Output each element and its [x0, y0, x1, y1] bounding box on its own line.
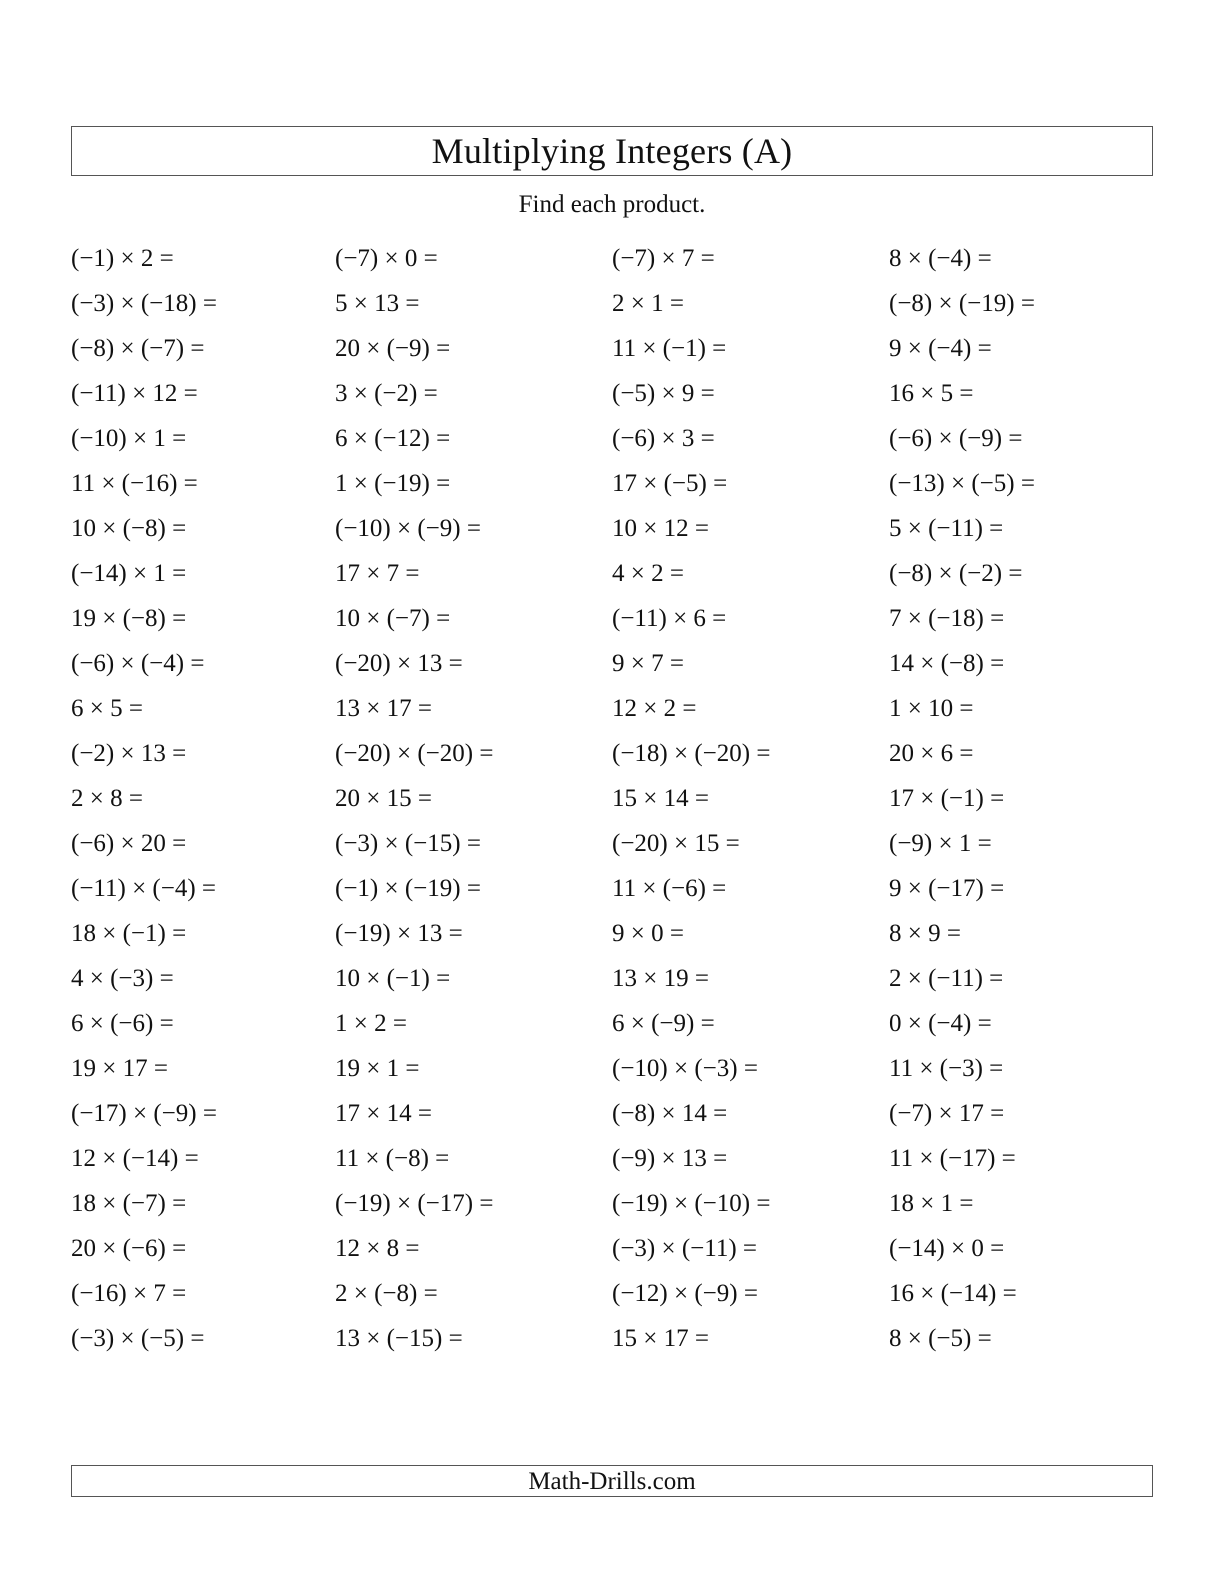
problem-item: (−16) × 7 = [71, 1280, 187, 1307]
problem-item: (−9) × 1 = [889, 830, 992, 857]
problem-item: 9 × 0 = [612, 920, 684, 947]
problem-item: (−19) × (−10) = [612, 1190, 771, 1217]
problem-item: 16 × (−14) = [889, 1280, 1017, 1307]
problem-item: (−7) × 17 = [889, 1100, 1005, 1127]
problem-item: 17 × (−5) = [612, 470, 728, 497]
problem-item: 2 × (−11) = [889, 965, 1004, 992]
problem-item: 19 × 1 = [335, 1055, 420, 1082]
problem-item: (−7) × 0 = [335, 245, 438, 272]
problem-item: (−6) × (−4) = [71, 650, 205, 677]
problem-item: 8 × 9 = [889, 920, 961, 947]
problem-item: (−9) × 13 = [612, 1145, 728, 1172]
problem-item: (−8) × (−19) = [889, 290, 1035, 317]
problem-item: 2 × (−8) = [335, 1280, 438, 1307]
problem-item: (−8) × (−2) = [889, 560, 1023, 587]
problem-item: (−13) × (−5) = [889, 470, 1035, 497]
problem-item: 4 × 2 = [612, 560, 684, 587]
problem-item: (−19) × (−17) = [335, 1190, 494, 1217]
instructions: Find each product. [518, 191, 706, 218]
problem-item: 5 × 13 = [335, 290, 420, 317]
problem-item: (−10) × (−9) = [335, 515, 481, 542]
problem-item: (−8) × 14 = [612, 1100, 728, 1127]
problem-item: 8 × (−4) = [889, 245, 992, 272]
problem-item: (−3) × (−11) = [612, 1235, 758, 1262]
problem-item: (−20) × 15 = [612, 830, 740, 857]
problem-item: 6 × 5 = [71, 695, 143, 722]
problem-item: 19 × (−8) = [71, 605, 187, 632]
problem-item: 4 × (−3) = [71, 965, 174, 992]
problem-item: 18 × (−7) = [71, 1190, 187, 1217]
problem-item: (−6) × 20 = [71, 830, 187, 857]
problem-item: 20 × 15 = [335, 785, 432, 812]
problem-item: 16 × 5 = [889, 380, 974, 407]
problem-item: (−3) × (−15) = [335, 830, 481, 857]
problem-item: 1 × 2 = [335, 1010, 407, 1037]
problem-item: (−1) × 2 = [71, 245, 174, 272]
problem-item: (−3) × (−5) = [71, 1325, 205, 1352]
problem-item: (−17) × (−9) = [71, 1100, 217, 1127]
problem-item: (−20) × 13 = [335, 650, 463, 677]
problem-item: (−6) × (−9) = [889, 425, 1023, 452]
problem-item: 6 × (−9) = [612, 1010, 715, 1037]
problem-item: 20 × 6 = [889, 740, 974, 767]
problem-item: 12 × 2 = [612, 695, 697, 722]
title-box [71, 126, 1153, 176]
problem-item: 15 × 14 = [612, 785, 709, 812]
problem-item: 13 × 17 = [335, 695, 432, 722]
problem-item: 18 × (−1) = [71, 920, 187, 947]
problem-item: 10 × (−7) = [335, 605, 451, 632]
problem-item: 11 × (−17) = [889, 1145, 1016, 1172]
problem-item: (−2) × 13 = [71, 740, 187, 767]
problem-item: (−11) × 12 = [71, 380, 198, 407]
problem-item: (−8) × (−7) = [71, 335, 205, 362]
problem-item: (−11) × (−4) = [71, 875, 217, 902]
problem-item: 11 × (−16) = [71, 470, 198, 497]
problem-item: 9 × (−17) = [889, 875, 1005, 902]
problem-item: 17 × 7 = [335, 560, 420, 587]
problem-item: (−14) × 0 = [889, 1235, 1005, 1262]
problem-item: (−10) × (−3) = [612, 1055, 758, 1082]
problem-item: (−10) × 1 = [71, 425, 187, 452]
problem-item: 6 × (−12) = [335, 425, 451, 452]
problem-item: 3 × (−2) = [335, 380, 438, 407]
problem-item: 1 × 10 = [889, 695, 974, 722]
problem-item: 5 × (−11) = [889, 515, 1004, 542]
problem-item: (−3) × (−18) = [71, 290, 217, 317]
problem-item: (−20) × (−20) = [335, 740, 494, 767]
problem-item: (−14) × 1 = [71, 560, 187, 587]
problem-item: (−1) × (−19) = [335, 875, 481, 902]
problem-item: 13 × (−15) = [335, 1325, 463, 1352]
problem-item: 15 × 17 = [612, 1325, 709, 1352]
footer-credit: Math-Drills.com [528, 1467, 696, 1495]
problem-item: (−5) × 9 = [612, 380, 715, 407]
problem-item: 11 × (−1) = [612, 335, 727, 362]
problem-item: 20 × (−6) = [71, 1235, 187, 1262]
problem-item: 17 × (−1) = [889, 785, 1005, 812]
problem-item: 10 × (−1) = [335, 965, 451, 992]
footer-box [71, 1465, 1153, 1497]
problem-item: 9 × (−4) = [889, 335, 992, 362]
problem-item: 2 × 8 = [71, 785, 143, 812]
problem-item: (−11) × 6 = [612, 605, 727, 632]
worksheet-title: Multiplying Integers (A) [431, 131, 793, 171]
problem-item: 10 × 12 = [612, 515, 709, 542]
problem-item: 11 × (−8) = [335, 1145, 450, 1172]
problem-item: (−12) × (−9) = [612, 1280, 758, 1307]
problem-item: 2 × 1 = [612, 290, 684, 317]
problem-item: 13 × 19 = [612, 965, 709, 992]
problem-item: 1 × (−19) = [335, 470, 451, 497]
problem-item: 7 × (−18) = [889, 605, 1005, 632]
problem-item: (−6) × 3 = [612, 425, 715, 452]
problem-item: 12 × (−14) = [71, 1145, 199, 1172]
problem-item: (−18) × (−20) = [612, 740, 771, 767]
problem-item: 11 × (−3) = [889, 1055, 1004, 1082]
problem-item: 8 × (−5) = [889, 1325, 992, 1352]
problem-item: 0 × (−4) = [889, 1010, 992, 1037]
problem-item: 12 × 8 = [335, 1235, 420, 1262]
problem-item: 20 × (−9) = [335, 335, 451, 362]
problem-item: 9 × 7 = [612, 650, 684, 677]
problem-item: 17 × 14 = [335, 1100, 432, 1127]
problem-item: 14 × (−8) = [889, 650, 1005, 677]
problem-grid [0, 246, 1224, 1376]
problem-item: (−7) × 7 = [612, 245, 715, 272]
problem-item: 18 × 1 = [889, 1190, 974, 1217]
problem-item: 11 × (−6) = [612, 875, 727, 902]
problem-item: 6 × (−6) = [71, 1010, 174, 1037]
problem-item: 19 × 17 = [71, 1055, 168, 1082]
problem-item: 10 × (−8) = [71, 515, 187, 542]
problem-item: (−19) × 13 = [335, 920, 463, 947]
